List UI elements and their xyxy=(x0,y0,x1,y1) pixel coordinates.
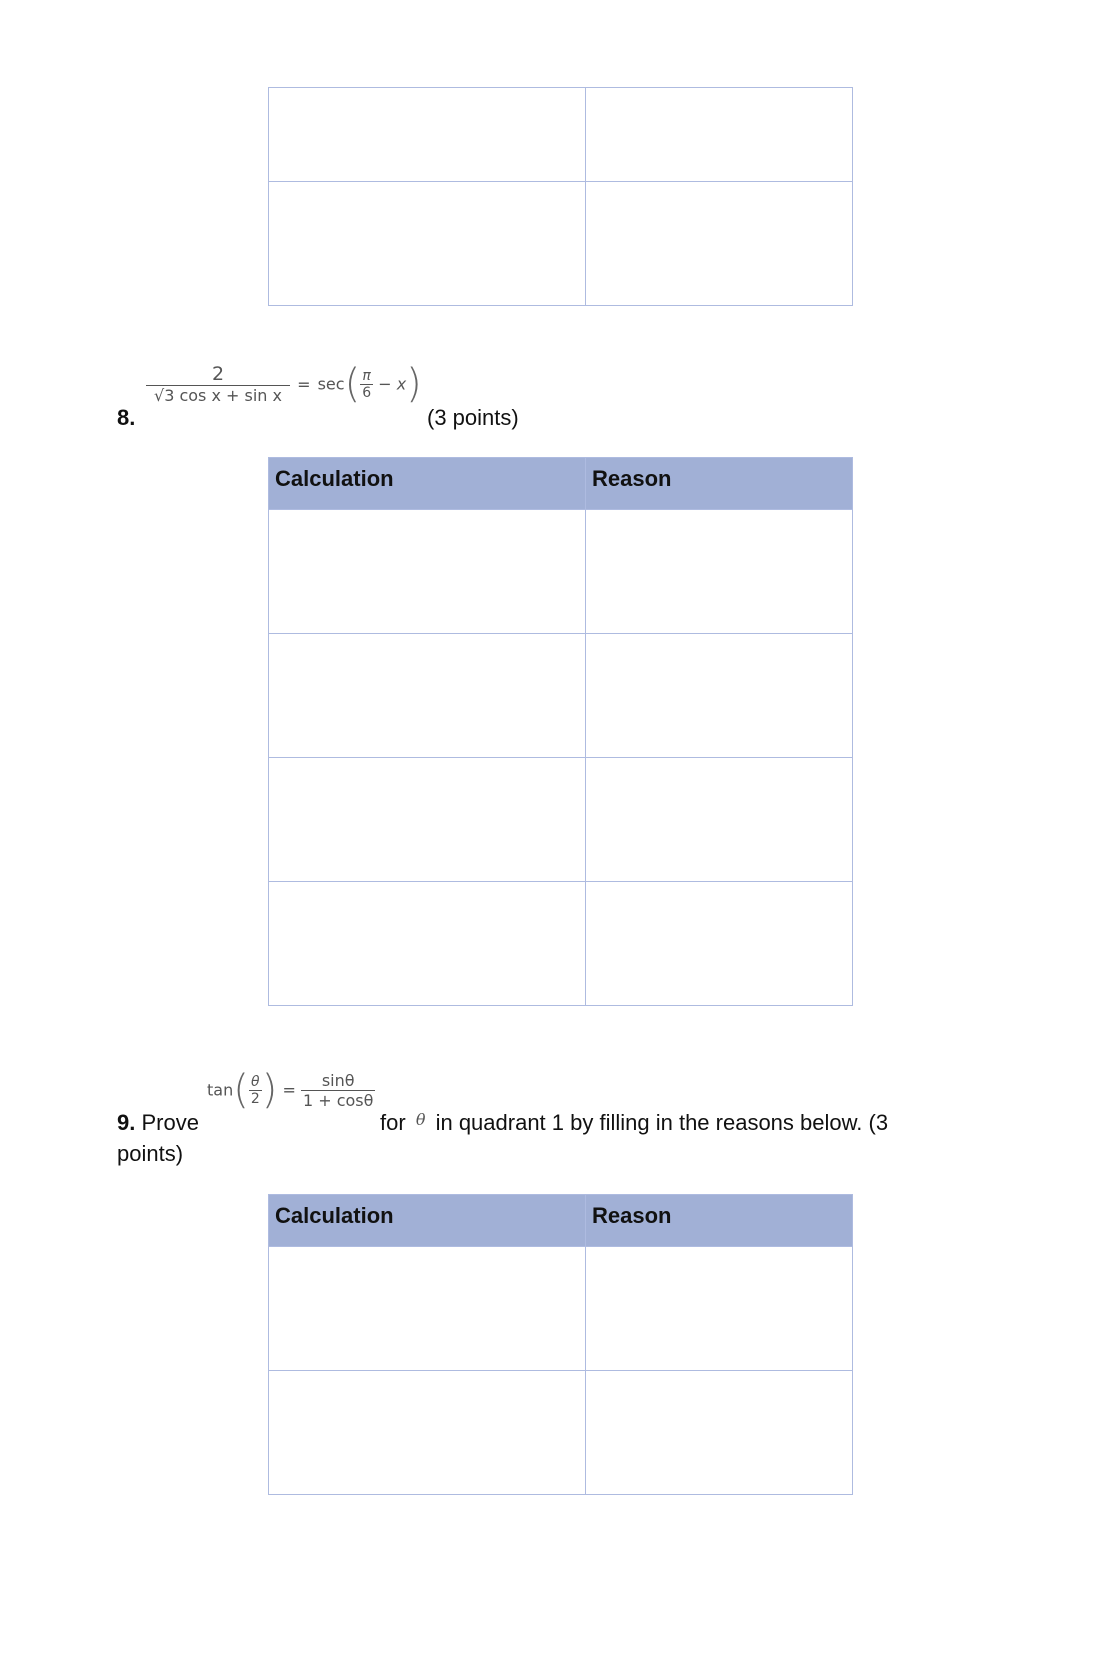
table-row xyxy=(269,182,853,306)
reason-cell[interactable] xyxy=(586,758,853,882)
table-row xyxy=(269,1371,853,1495)
reason-cell[interactable] xyxy=(586,88,853,182)
rhs-denominator: 1 + cosθ xyxy=(302,1090,374,1110)
reason-cell[interactable] xyxy=(586,634,853,758)
statement-tail: in quadrant 1 by filling in the reasons below. (3 xyxy=(435,1110,889,1135)
rhs-fraction xyxy=(360,368,373,401)
table-header-row xyxy=(269,1195,853,1247)
table-row xyxy=(269,88,853,182)
prove-word: Prove xyxy=(141,1110,199,1135)
rhs-fraction xyxy=(301,1071,375,1110)
top-answer-table xyxy=(268,87,853,306)
lhs-denominator: √3 cos x + sin x xyxy=(146,385,290,405)
lhs-numerator: 2 xyxy=(211,363,225,385)
question-8-equation xyxy=(146,363,422,405)
table-row xyxy=(269,1247,853,1371)
left-paren: ( xyxy=(344,361,361,407)
sec-function: sec xyxy=(317,374,345,394)
rhs-frac-numerator: π xyxy=(362,367,371,384)
question-9-label xyxy=(117,1110,199,1136)
reason-header: Reason xyxy=(586,458,853,510)
table-header-row xyxy=(269,458,853,510)
calculation-cell[interactable] xyxy=(269,510,586,634)
question-9-table xyxy=(268,1194,853,1495)
calculation-cell[interactable] xyxy=(269,1371,586,1495)
reason-header: Reason xyxy=(586,1195,853,1247)
equals-sign: = xyxy=(282,1080,296,1100)
question-8-points: (3 points) xyxy=(427,405,519,430)
reason-cell[interactable] xyxy=(586,1247,853,1371)
lhs-frac-denominator: 2 xyxy=(250,1090,260,1107)
right-paren: ) xyxy=(261,1067,278,1113)
question-8-number: 8. xyxy=(117,405,136,430)
rhs-tail: − x xyxy=(378,374,407,394)
calculation-cell[interactable] xyxy=(269,882,586,1006)
table-row xyxy=(269,510,853,634)
calculation-header: Calculation xyxy=(269,458,586,510)
theta-symbol: θ xyxy=(415,1110,426,1129)
right-paren: ) xyxy=(406,361,422,407)
equals-sign: = xyxy=(297,374,311,394)
table-row xyxy=(269,882,853,1006)
left-paren: ( xyxy=(233,1067,249,1113)
calculation-cell[interactable] xyxy=(269,88,586,182)
reason-cell[interactable] xyxy=(586,1371,853,1495)
question-9-equation xyxy=(207,1067,375,1113)
question-8-table xyxy=(268,457,853,1006)
question-9-statement-wrap: points) xyxy=(117,1141,184,1166)
table-row xyxy=(269,758,853,882)
calculation-cell[interactable] xyxy=(269,758,586,882)
calculation-cell[interactable] xyxy=(269,1247,586,1371)
reason-cell[interactable] xyxy=(586,510,853,634)
rhs-numerator: sinθ xyxy=(321,1070,355,1090)
reason-cell[interactable] xyxy=(586,882,853,1006)
calculation-header: Calculation xyxy=(269,1195,586,1247)
calculation-cell[interactable] xyxy=(269,634,586,758)
for-word: for xyxy=(380,1110,406,1135)
lhs-fraction xyxy=(146,363,290,405)
reason-cell[interactable] xyxy=(586,182,853,306)
question-9-number: 9. xyxy=(117,1110,136,1135)
tan-function: tan xyxy=(207,1080,234,1100)
calculation-cell[interactable] xyxy=(269,182,586,306)
lhs-fraction xyxy=(249,1074,262,1107)
lhs-frac-numerator: θ xyxy=(251,1073,260,1090)
rhs-frac-denominator: 6 xyxy=(362,384,372,401)
table-row xyxy=(269,634,853,758)
question-9-statement xyxy=(380,1110,888,1136)
